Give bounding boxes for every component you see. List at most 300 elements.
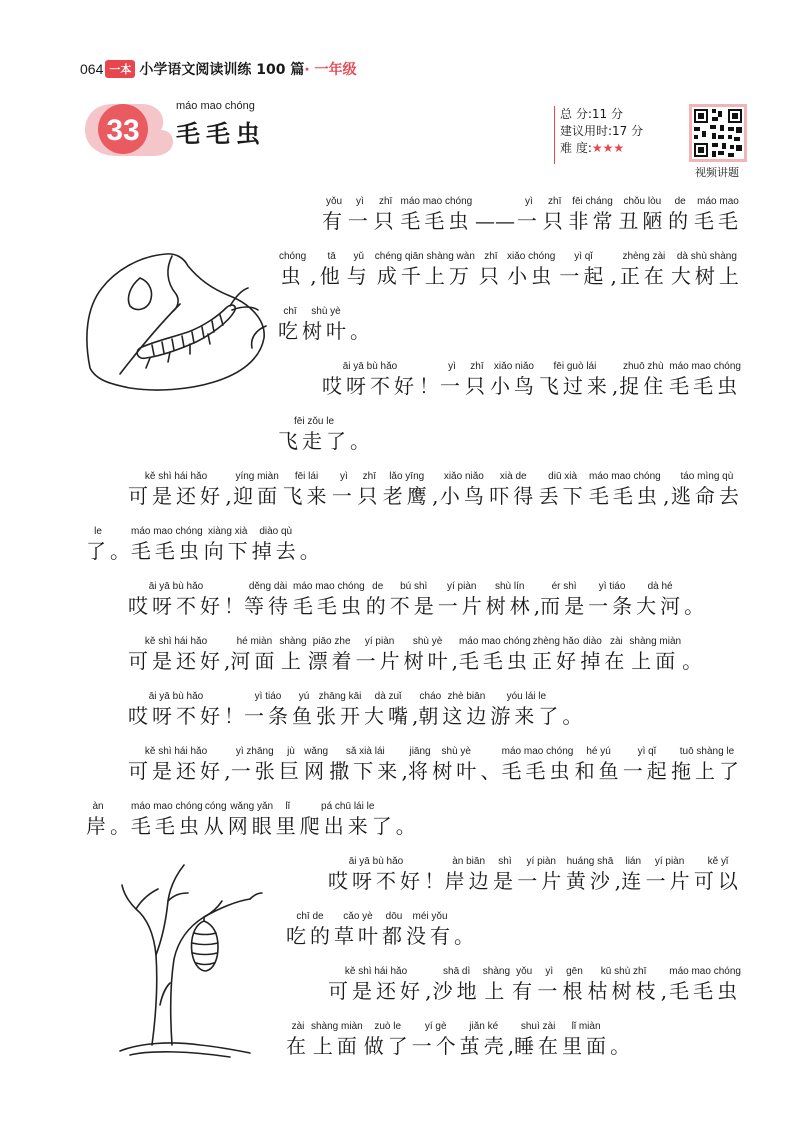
- hanzi: 只: [478, 264, 503, 288]
- hanzi: 。: [610, 1034, 631, 1058]
- hanzi: 。: [350, 429, 370, 453]
- word-unit: [286, 1021, 310, 1059]
- hanzi: 鱼: [292, 704, 316, 728]
- hanzi: 小鸟: [489, 374, 538, 398]
- hanzi: 一片: [645, 869, 694, 893]
- pinyin: jiāng: [409, 746, 431, 757]
- pinyin: āi yā bù hǎo: [342, 361, 398, 372]
- pinyin: máo mao chóng: [501, 746, 574, 757]
- hanzi: 向下: [203, 539, 252, 563]
- hanzi: 毛毛虫: [292, 594, 365, 618]
- hanzi: 只: [464, 374, 489, 398]
- time-row: [560, 123, 643, 140]
- word-unit: [128, 746, 224, 784]
- time-label: 建议用时:: [560, 124, 613, 138]
- pinyin: fēi cháng: [572, 196, 613, 207]
- pinyin: děng dài: [248, 581, 288, 592]
- hanzi: 毛毛虫: [588, 484, 661, 508]
- word-unit: [233, 471, 281, 509]
- pinyin: yóu lái le: [506, 691, 547, 702]
- word-unit: [278, 306, 302, 344]
- punctuation: [663, 471, 669, 509]
- hanzi: 吃: [278, 319, 302, 343]
- text-line: [278, 306, 370, 344]
- hanzi: 一片: [517, 869, 566, 893]
- lesson-number-badge: [83, 100, 175, 158]
- punctuation: [225, 471, 231, 509]
- word-unit: [482, 966, 511, 1004]
- word-unit: [671, 251, 743, 289]
- hanzi: 的: [365, 594, 390, 618]
- hanzi: 。: [454, 924, 474, 948]
- pinyin: diào qù: [259, 526, 293, 537]
- text-line: [278, 251, 743, 289]
- text-line: [128, 636, 702, 674]
- hanzi: 一条: [244, 704, 292, 728]
- brand-logo: 一本: [105, 60, 135, 78]
- lesson-meta: [560, 106, 643, 157]
- hanzi: 网眼: [227, 814, 276, 838]
- word-unit: [668, 966, 742, 1004]
- word-unit: [356, 636, 404, 674]
- pinyin: kě shì hái hǎo: [344, 966, 408, 977]
- word-unit: [490, 691, 562, 729]
- word-unit: [668, 361, 742, 399]
- hanzi: 毛毛虫: [669, 979, 742, 1003]
- lesson-title-block: [176, 100, 266, 149]
- hanzi: 只: [357, 484, 382, 508]
- word-unit: [399, 196, 473, 234]
- hanzi: 黄沙: [565, 869, 614, 893]
- hanzi: 大嘴: [364, 704, 412, 728]
- pinyin: máo mao: [697, 196, 739, 207]
- word-unit: [517, 196, 541, 234]
- pinyin: shàng miàn: [311, 1021, 363, 1032]
- punctuation: [419, 361, 439, 399]
- hanzi: 毛毛: [694, 209, 742, 233]
- pinyin: zhī: [362, 471, 376, 482]
- hanzi: 可是还好: [128, 759, 224, 783]
- word-unit: [366, 581, 390, 619]
- word-unit: [228, 801, 276, 839]
- punctuation: [610, 1021, 630, 1059]
- hanzi: 毛毛虫: [130, 814, 203, 838]
- hanzi: ,: [660, 979, 668, 1003]
- hanzi: 和鱼: [574, 759, 623, 783]
- lesson-title-pinyin: máo mao chóng: [176, 100, 255, 112]
- pinyin: yì qǐ: [574, 251, 593, 262]
- hanzi: 大树上: [670, 264, 743, 288]
- hanzi: 毛毛虫: [400, 209, 473, 233]
- hanzi: 做了: [363, 1034, 412, 1058]
- score-label: 总 分:: [560, 107, 592, 121]
- hanzi: 哎呀不好: [128, 704, 224, 728]
- pinyin: máo mao chóng: [131, 801, 203, 812]
- hanzi: ！: [224, 704, 244, 728]
- text-line: [322, 196, 742, 234]
- hanzi: 掉去: [251, 539, 300, 563]
- hanzi: ,: [610, 264, 617, 288]
- hanzi: 爬出来了: [299, 814, 396, 838]
- text-line: [286, 1021, 630, 1059]
- pinyin: lǐ miàn: [571, 1021, 601, 1032]
- word-unit: [539, 361, 611, 399]
- hanzi: 正在: [619, 264, 668, 288]
- pinyin: chī: [283, 306, 297, 317]
- hanzi: 茧壳: [459, 1034, 508, 1058]
- pinyin: cóng: [204, 801, 227, 812]
- word-unit: [619, 361, 667, 399]
- hanzi: 一条: [588, 594, 637, 618]
- pinyin: shì: [498, 856, 512, 867]
- hanzi: 朝: [418, 704, 443, 728]
- cocoon-on-branch-illustration: [100, 855, 270, 1060]
- word-unit: [671, 471, 743, 509]
- hanzi: 这边: [442, 704, 491, 728]
- hanzi: ,: [224, 759, 231, 783]
- hanzi: 张开: [316, 704, 364, 728]
- word-unit: [479, 251, 503, 289]
- pinyin: zhuō zhù: [622, 361, 664, 372]
- pinyin: zài: [610, 636, 623, 647]
- pinyin: dà shù shàng: [676, 251, 737, 262]
- hanzi: ！: [224, 594, 244, 618]
- hanzi: 。: [395, 814, 416, 838]
- word-unit: [230, 636, 278, 674]
- word-unit: [636, 581, 684, 619]
- word-unit: [440, 471, 488, 509]
- text-line: [128, 471, 743, 509]
- word-unit: [418, 691, 442, 729]
- word-unit: [604, 636, 628, 674]
- word-unit: [252, 526, 300, 564]
- pinyin: yì: [448, 361, 456, 372]
- word-unit: [432, 746, 480, 784]
- hanzi: ,: [401, 759, 408, 783]
- text-line: [328, 966, 742, 1004]
- pinyin: yú: [298, 691, 310, 702]
- word-unit: [575, 746, 623, 784]
- pinyin: yí piàn: [446, 581, 477, 592]
- word-unit: [128, 581, 224, 619]
- word-unit: [292, 691, 316, 729]
- pinyin: tuō shàng le: [679, 746, 735, 757]
- word-unit: [128, 691, 224, 729]
- pinyin: jiǎn ké: [469, 1021, 499, 1032]
- word-unit: [278, 251, 307, 289]
- pinyin: táo mìng qù: [680, 471, 734, 482]
- hanzi: 非常: [568, 209, 617, 233]
- hanzi: 沙地: [432, 979, 481, 1003]
- pinyin: xiǎo niǎo: [493, 361, 534, 372]
- word-unit: [130, 526, 204, 564]
- hanzi: 丑陋: [618, 209, 667, 233]
- hanzi: 掉: [580, 649, 605, 673]
- word-unit: [493, 856, 517, 894]
- punctuation: [424, 856, 444, 894]
- hanzi: ,: [663, 484, 670, 508]
- hanzi: 而是: [540, 594, 589, 618]
- text-line: [286, 911, 474, 949]
- word-unit: [460, 1021, 508, 1059]
- hanzi: 一片: [437, 594, 486, 618]
- punctuation: [224, 691, 244, 729]
- word-unit: [539, 471, 587, 509]
- word-unit: [364, 691, 412, 729]
- pinyin: máo mao chóng: [589, 471, 661, 482]
- word-unit: [433, 966, 481, 1004]
- pinyin: zuò le: [374, 1021, 402, 1032]
- pinyin: kě shì hái hǎo: [144, 636, 208, 647]
- word-unit: [588, 581, 636, 619]
- word-unit: [559, 251, 607, 289]
- hanzi: ,: [310, 264, 317, 288]
- pinyin: dà zuǐ: [374, 691, 402, 702]
- pinyin: fēi guò lái: [553, 361, 597, 372]
- word-unit: [329, 746, 401, 784]
- word-unit: [540, 581, 588, 619]
- punctuation: [396, 801, 416, 839]
- pinyin: zhèng zài: [622, 251, 666, 262]
- word-unit: [620, 251, 668, 289]
- hanzi: 一: [516, 209, 541, 233]
- hanzi: ,: [533, 594, 541, 618]
- pinyin: yì zhāng: [235, 746, 274, 757]
- hanzi: ！: [424, 869, 445, 893]
- hanzi: 河面: [230, 649, 279, 673]
- word-unit: [458, 636, 532, 674]
- score-row: [560, 106, 643, 123]
- pinyin: zhè biān: [447, 691, 486, 702]
- hanzi: 毛毛虫: [501, 759, 574, 783]
- word-unit: [588, 966, 660, 1004]
- word-unit: [292, 581, 366, 619]
- hanzi: 上面: [631, 649, 680, 673]
- hanzi: 、: [480, 759, 501, 783]
- pinyin: yì: [524, 196, 533, 207]
- pinyin: yì tiáo: [254, 691, 282, 702]
- word-unit: [231, 746, 279, 784]
- word-unit: [588, 471, 662, 509]
- pinyin: kě yǐ: [707, 856, 729, 867]
- hanzi: 虫: [280, 264, 305, 288]
- pinyin: xiǎo chóng: [506, 251, 556, 262]
- hanzi: 成千上万: [376, 264, 473, 288]
- hanzi: 上面: [312, 1034, 361, 1058]
- word-unit: [279, 746, 303, 784]
- word-unit: [532, 636, 581, 674]
- hanzi: 里面: [562, 1034, 611, 1058]
- qr-code-pattern: [692, 107, 744, 159]
- hanzi: ,: [614, 869, 621, 893]
- pinyin: shàng miàn: [629, 636, 682, 647]
- word-unit: [566, 856, 615, 894]
- pinyin: bú shì: [400, 581, 428, 592]
- pinyin: shā dì: [443, 966, 471, 977]
- word-unit: [328, 856, 424, 894]
- punctuation: [682, 636, 702, 674]
- hanzi: 一: [331, 484, 356, 508]
- hanzi: 。: [110, 539, 130, 563]
- hanzi: 等待: [244, 594, 292, 618]
- word-unit: [276, 801, 300, 839]
- hanzi: 捉住: [619, 374, 668, 398]
- hanzi: 巨: [278, 759, 303, 783]
- word-unit: [618, 196, 666, 234]
- word-unit: [569, 196, 617, 234]
- word-unit: [628, 636, 682, 674]
- score-value: 11 分: [591, 107, 623, 121]
- punctuation: [454, 911, 474, 949]
- text-line: [128, 691, 582, 729]
- word-unit: [244, 691, 292, 729]
- difficulty-stars: ★★★: [591, 141, 625, 155]
- pinyin: chéng qiān shàng wàn: [374, 251, 475, 262]
- word-unit: [347, 251, 371, 289]
- punctuation: [480, 746, 500, 784]
- word-unit: [303, 746, 329, 784]
- word-unit: [382, 911, 406, 949]
- pinyin: de: [372, 581, 384, 592]
- hanzi: 可是还好: [128, 484, 224, 508]
- punctuation: [224, 746, 230, 784]
- pinyin: chǒu lòu: [623, 196, 662, 207]
- word-unit: [442, 691, 490, 729]
- pinyin: àn biān: [452, 856, 486, 867]
- hanzi: 在: [604, 649, 629, 673]
- hanzi: 与: [346, 264, 371, 288]
- punctuation: [401, 746, 407, 784]
- word-unit: [512, 966, 536, 1004]
- word-unit: [445, 856, 493, 894]
- punctuation: [350, 416, 370, 454]
- hanzi: 不是: [389, 594, 438, 618]
- hanzi: 哎呀不好: [328, 869, 424, 893]
- pinyin: máo mao chóng: [400, 196, 473, 207]
- qr-caption: 视频讲题: [695, 166, 739, 179]
- pinyin: máo mao chóng: [293, 581, 365, 592]
- word-unit: [357, 471, 381, 509]
- pinyin: kě shì hái hǎo: [144, 471, 208, 482]
- hanzi: 毛毛虫: [458, 649, 531, 673]
- pinyin: le: [94, 526, 102, 537]
- hanzi: 小鸟: [439, 484, 488, 508]
- pinyin: yǒu: [516, 966, 533, 977]
- hanzi: 是: [492, 869, 517, 893]
- page-number: 064: [80, 61, 104, 77]
- word-unit: [128, 636, 224, 674]
- word-unit: [465, 361, 489, 399]
- word-unit: [130, 801, 204, 839]
- hanzi: 枯树枝: [587, 979, 660, 1003]
- pinyin: āi yā bù hǎo: [148, 581, 204, 592]
- pinyin: shù yè: [441, 746, 471, 757]
- pinyin: wǎng yǎn: [230, 801, 274, 812]
- text-line: [328, 856, 742, 894]
- hanzi: 迎面: [233, 484, 282, 508]
- word-unit: [694, 196, 742, 234]
- punctuation: [310, 251, 316, 289]
- hanzi: 一起: [559, 264, 608, 288]
- qr-code-icon[interactable]: [689, 104, 747, 162]
- pinyin: yì: [545, 966, 554, 977]
- pinyin: àn: [92, 801, 104, 812]
- hanzi: 树叶: [432, 759, 481, 783]
- running-header: [80, 58, 357, 80]
- hanzi: 从: [203, 814, 228, 838]
- punctuation: [350, 306, 370, 344]
- pinyin: shù yè: [311, 306, 341, 317]
- pinyin: dōu: [385, 911, 403, 922]
- pinyin: zhèng hǎo: [532, 636, 580, 647]
- hanzi: 有: [512, 979, 537, 1003]
- punctuation: [110, 801, 130, 839]
- word-unit: [562, 966, 586, 1004]
- pinyin: fēi zǒu le: [293, 416, 335, 427]
- pinyin: zhī: [470, 361, 484, 372]
- pinyin: tā: [327, 251, 336, 262]
- text-line: [128, 581, 704, 619]
- hanzi: 飞来: [282, 484, 331, 508]
- pinyin: zhāng kāi: [318, 691, 362, 702]
- pinyin: xiǎo niǎo: [443, 471, 484, 482]
- word-unit: [332, 471, 356, 509]
- hanzi: 睡在: [514, 1034, 563, 1058]
- hanzi: 里: [275, 814, 300, 838]
- pinyin: chóng: [279, 251, 307, 262]
- hanzi: 岸: [86, 814, 110, 838]
- hanzi: 哎呀不好: [128, 594, 224, 618]
- word-unit: [383, 471, 431, 509]
- pinyin: xià de: [499, 471, 527, 482]
- word-unit: [244, 581, 292, 619]
- punctuation: [425, 966, 431, 1004]
- word-unit: [128, 471, 224, 509]
- hanzi: ,: [225, 484, 232, 508]
- lesson-number: 33: [106, 114, 140, 147]
- pinyin: piāo zhe: [312, 636, 351, 647]
- pinyin: zài: [291, 1021, 305, 1032]
- hanzi: 。: [110, 814, 130, 838]
- word-unit: [316, 691, 364, 729]
- text-line: [278, 416, 370, 454]
- pinyin: āi yā bù hǎo: [148, 691, 204, 702]
- pinyin: máo mao chóng: [458, 636, 531, 647]
- pinyin: shàng: [482, 966, 511, 977]
- text-line: [322, 361, 742, 399]
- pinyin: máo mao chóng: [131, 526, 203, 537]
- punctuation: [224, 581, 244, 619]
- pinyin: āi yā bù hǎo: [348, 856, 404, 867]
- word-unit: [278, 416, 350, 454]
- punctuation: [432, 471, 438, 509]
- hanzi: ,: [451, 649, 458, 673]
- word-unit: [562, 1021, 610, 1059]
- hanzi: 游来了: [490, 704, 563, 728]
- series-title: 小学语文阅读训练 100 篇: [139, 62, 305, 78]
- hanzi: 。: [350, 319, 370, 343]
- hanzi: 没有: [406, 924, 454, 948]
- hanzi: ！: [418, 374, 439, 398]
- hanzi: ,: [432, 484, 439, 508]
- hanzi: 正好: [532, 649, 581, 673]
- hanzi: 毛毛虫: [669, 374, 742, 398]
- hanzi: 将: [408, 759, 433, 783]
- pinyin: kě shì hái hǎo: [144, 746, 208, 757]
- hanzi: 哎呀不好: [322, 374, 418, 398]
- word-unit: [501, 746, 575, 784]
- word-unit: [623, 746, 671, 784]
